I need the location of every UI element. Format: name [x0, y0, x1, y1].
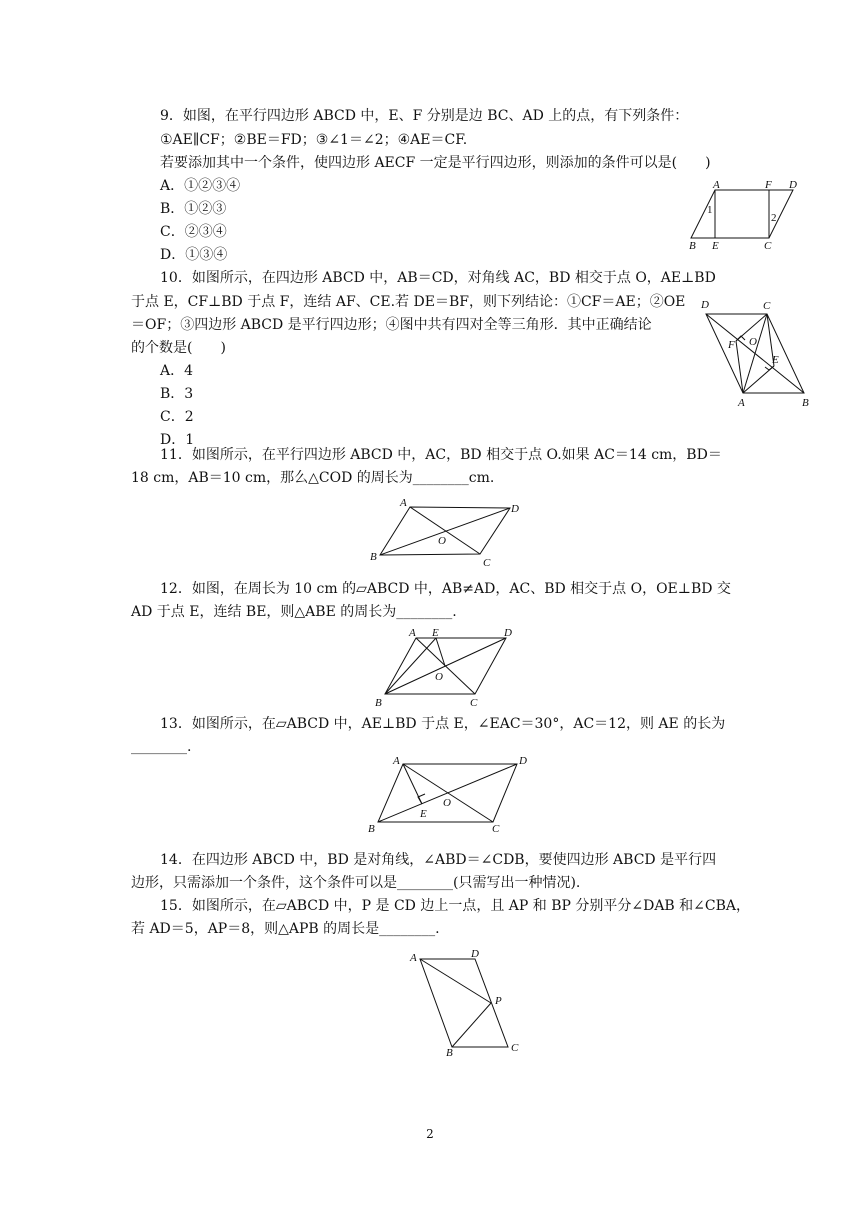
label-d: D — [789, 179, 797, 191]
diagonal-bd — [380, 508, 510, 555]
q9-figure — [686, 178, 816, 253]
q9-option-d: D．①③④ — [160, 247, 228, 263]
label-a: A — [409, 627, 416, 639]
label-b: B — [375, 697, 382, 709]
right-angle-mark-f — [736, 336, 745, 341]
label-angle-2: 2 — [771, 212, 777, 224]
q9-option-a: A．①②③④ — [160, 178, 241, 194]
q10-figure — [698, 296, 818, 411]
q9-conditions: ①AE∥CF；②BE＝FD；③∠1＝∠2；④AE＝CF. — [160, 132, 468, 148]
label-o: O — [438, 535, 446, 547]
label-angle-1: 1 — [707, 204, 713, 216]
label-o: O — [435, 671, 443, 683]
label-d: D — [519, 755, 527, 767]
q14-line-2: 边形，只需添加一个条件，这个条件可以是________(只需写出一种情况). — [131, 875, 581, 891]
label-c: C — [483, 557, 491, 569]
q9-ask: 若要添加其中一个条件，使四边形 AECF 一定是平行四边形，则添加的条件可以是( ) — [160, 155, 711, 171]
label-e: E — [432, 627, 439, 639]
label-b: B — [689, 240, 696, 252]
q10-line-2: 于点 E，CF⊥BD 于点 F，连结 AF、CE.若 DE＝BF，则下列结论：①CF＝AE；②OE — [131, 294, 686, 310]
label-c: C — [511, 1042, 519, 1054]
label-f: F — [728, 339, 735, 351]
q9-stem: 9．如图，在平行四边形 ABCD 中，E、F 分别是边 BC、AD 上的点，有下列条件： — [160, 108, 689, 124]
label-e: E — [420, 808, 427, 820]
q11-line-1: 11．如图所示，在平行四边形 ABCD 中，AC，BD 相交于点 O.如果 AC＝14 cm，BD＝ — [160, 447, 722, 463]
label-a: A — [713, 179, 720, 191]
q10-option-c: C．2 — [160, 409, 194, 425]
label-a: A — [393, 755, 400, 767]
diagonal-bd — [385, 638, 506, 694]
q13-line-2: ________. — [131, 739, 192, 755]
q10-line-3: ＝OF；③四边形 ABCD 是平行四边形；④图中共有四对全等三角形．其中正确结论 — [131, 317, 652, 333]
label-d: D — [504, 627, 512, 639]
q10-option-b: B．3 — [160, 386, 194, 402]
label-c: C — [764, 240, 772, 252]
q13-line-1: 13．如图所示，在▱ABCD 中，AE⊥BD 于点 E，∠EAC＝30°，AC＝12，则 AE 的长为 — [160, 716, 726, 732]
label-c: C — [492, 823, 500, 835]
q15-line-1: 15．如图所示，在▱ABCD 中，P 是 CD 边上一点，且 AP 和 BP 分别平分∠DAB 和∠CBA， — [160, 898, 751, 914]
label-a: A — [400, 497, 407, 509]
segment-be — [385, 638, 436, 694]
q12-line-2: AD 于点 E，连结 BE，则△ABE 的周长为________. — [131, 604, 457, 620]
q10-line-1: 10．如图所示，在四边形 ABCD 中，AB＝CD，对角线 AC，BD 相交于点 O，AE⊥BD — [160, 270, 716, 286]
label-o: O — [443, 797, 451, 809]
label-d: D — [701, 299, 709, 311]
q15-figure — [405, 946, 530, 1058]
q12-figure — [372, 624, 522, 709]
label-c: C — [763, 300, 771, 312]
label-b: B — [446, 1047, 453, 1059]
label-f: F — [765, 179, 772, 191]
label-a: A — [738, 397, 745, 409]
q10-line-4: 的个数是( ) — [131, 340, 226, 356]
label-p: P — [495, 995, 502, 1007]
q11-line-2: 18 cm，AB＝10 cm，那么△COD 的周长为________cm. — [131, 470, 495, 486]
q15-line-2: 若 AD＝5，AP＝8，则△APB 的周长是________. — [131, 921, 440, 937]
label-b: B — [368, 823, 375, 835]
label-b: B — [370, 551, 377, 563]
segment-ap — [420, 959, 491, 1003]
label-d: D — [471, 948, 479, 960]
label-b: B — [802, 397, 809, 409]
q10-option-d: D．1 — [160, 432, 195, 448]
segment-bp — [452, 1003, 491, 1047]
q12-line-1: 12．如图，在周长为 10 cm 的▱ABCD 中，AB≠AD，AC、BD 相交于点 O，OE⊥BD 交 — [160, 581, 731, 597]
q9-option-c: C．②③④ — [160, 224, 227, 240]
label-e: E — [712, 240, 719, 252]
label-o: O — [749, 336, 757, 348]
label-c: C — [470, 697, 478, 709]
q10-option-a: A．4 — [160, 363, 194, 379]
q13-figure — [365, 752, 535, 837]
q14-line-1: 14．在四边形 ABCD 中，BD 是对角线，∠ABD＝∠CDB，要使四边形 ABCD 是平行四 — [160, 852, 717, 868]
label-a: A — [410, 952, 417, 964]
label-d: D — [511, 503, 519, 515]
page-number: 2 — [426, 1127, 434, 1141]
q9-option-b: B．①②③ — [160, 201, 227, 217]
diagonal-ca — [743, 314, 767, 393]
q11-figure — [365, 494, 530, 572]
label-e: E — [772, 354, 779, 366]
